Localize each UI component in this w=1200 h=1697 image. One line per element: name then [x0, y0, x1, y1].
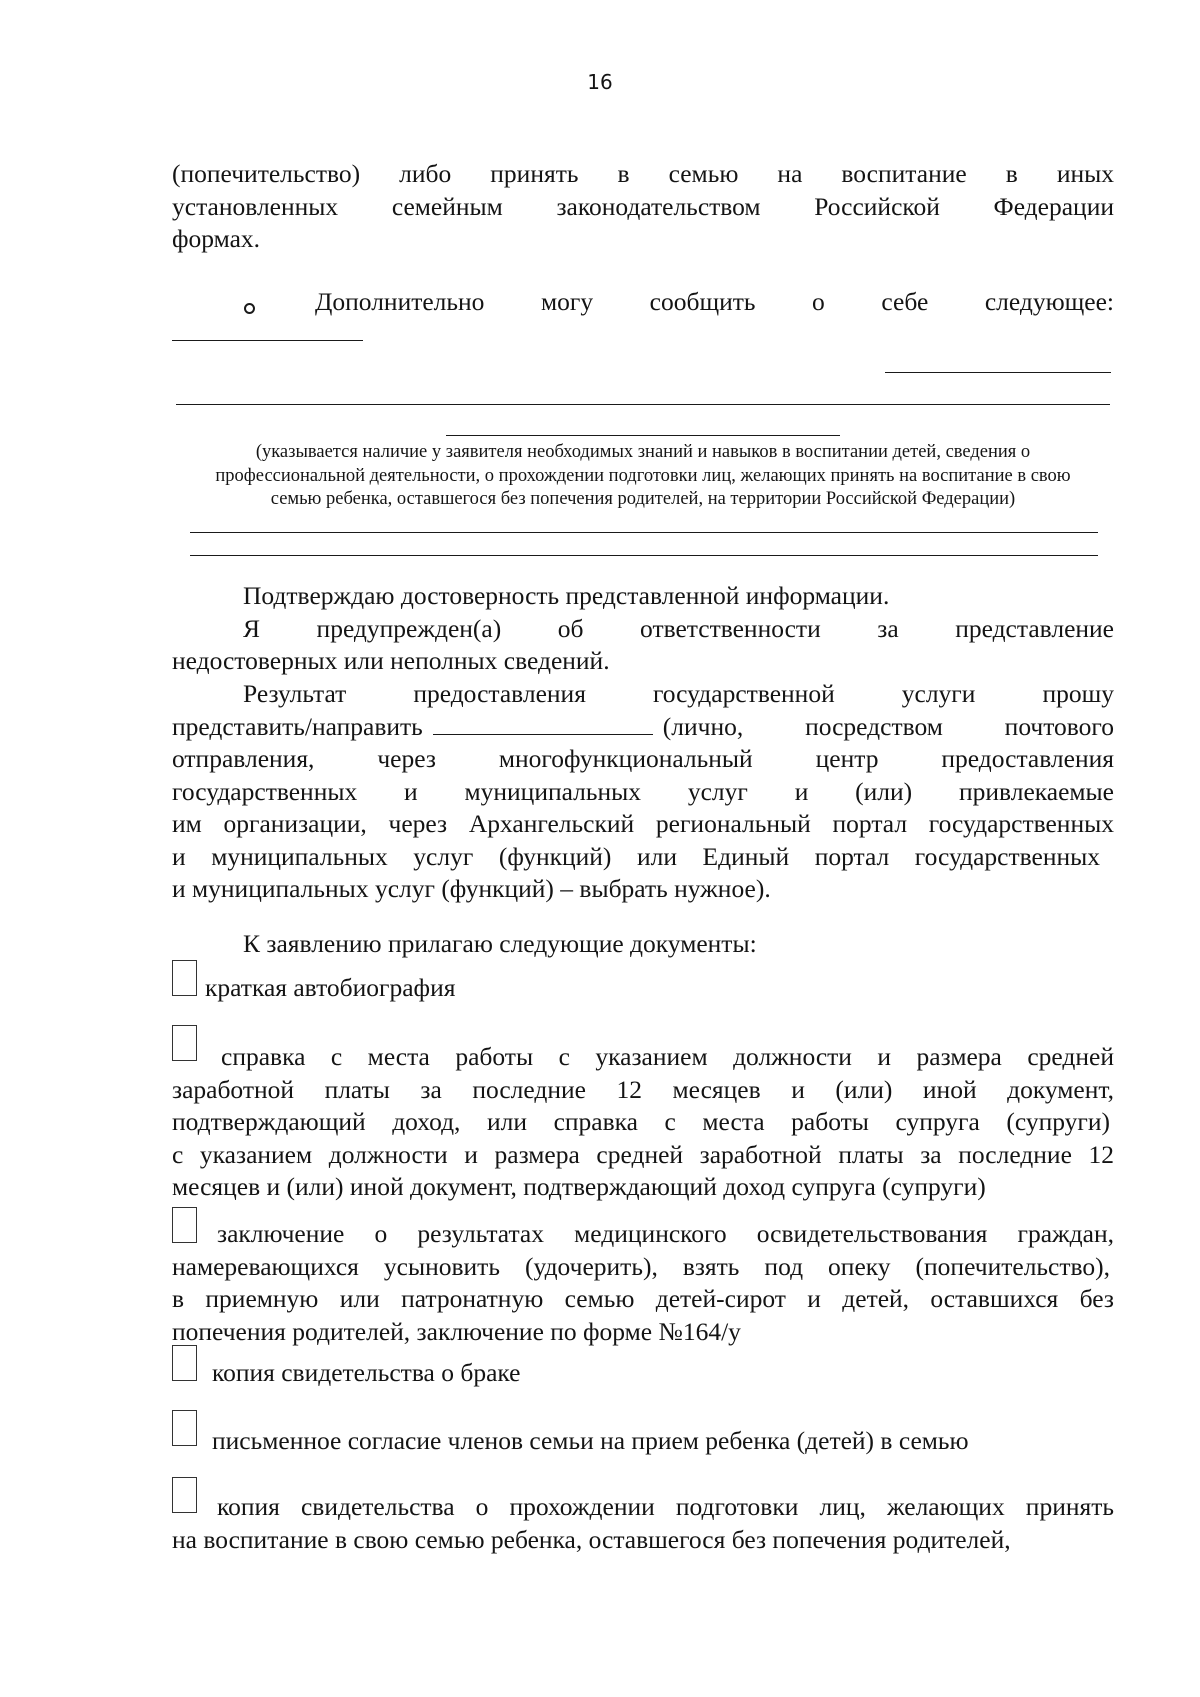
training-line-2: на воспитание в свою семью ребенка, оставшегося без попечения родителей, — [172, 1524, 1011, 1554]
confirm-line-1: Подтверждаю достоверность представленной информации. — [243, 581, 890, 610]
hint-line-3: семью ребенка, оставшегося без попечения родителей, на территории Российской Федерации) — [270, 489, 1016, 509]
result-paragraph — [172, 678, 1114, 906]
delivery-method-blank[interactable] — [433, 712, 653, 735]
attachment-income — [172, 1041, 1114, 1204]
additional-info-label — [315, 286, 1114, 319]
result-line-1: Результат предоставления государственной услуги прошу — [243, 679, 1114, 708]
checkbox-consent[interactable] — [172, 1410, 197, 1446]
checkbox-autobiography[interactable] — [172, 960, 197, 996]
medical-line-4: попечения родителей, заключение по форме №164/у — [172, 1316, 741, 1346]
intro-paragraph — [172, 158, 1114, 256]
income-line-4: с указанием должности и размера средней заработной платы за последние 12 — [172, 1139, 1114, 1169]
result-line-3: отправления, через многофункциональный центр предоставления — [172, 744, 1114, 773]
fill-line-1[interactable] — [172, 340, 363, 341]
result-line-2b: (лично, посредством почтового — [662, 711, 1114, 741]
checkbox-marriage[interactable] — [172, 1345, 197, 1381]
result-line-2a: представить/направить — [172, 711, 423, 741]
fill-line-6[interactable] — [190, 555, 1098, 556]
attachment-autobiography: краткая автобиография — [205, 973, 456, 1002]
hint-line-2: профессиональной деятельности, о прохождении подготовки лиц, желающих принять на воспитание в свою — [215, 465, 1071, 486]
fill-line-2[interactable] — [885, 372, 1111, 373]
additional-info-text: Дополнительно могу сообщить о себе следующее: — [315, 287, 1114, 316]
fill-line-3[interactable] — [176, 404, 1110, 405]
intro-line-3: формах. — [172, 224, 261, 253]
attachment-marriage: копия свидетельства о браке — [212, 1358, 521, 1387]
fill-line-5[interactable] — [190, 532, 1098, 533]
fill-line-4[interactable] — [446, 435, 840, 436]
intro-line-2: установленных семейным законодательством Российской Федерации — [172, 191, 1114, 221]
result-line-7: и муниципальных услуг (функций) – выбрать нужное). — [172, 874, 771, 903]
intro-line-1: (попечительство) либо принять в семью на воспитание в иных — [172, 159, 1114, 188]
bullet-circle-icon — [244, 303, 255, 314]
income-line-2: заработной платы за последние 12 месяцев и (или) иной документ, — [172, 1074, 1114, 1104]
confirm-line-2: Я предупрежден(а) об ответственности за представление — [243, 613, 1114, 643]
result-line-5: им организации, через Архангельский региональный портал государственных — [172, 809, 1114, 838]
medical-line-2: намеревающихся усыновить (удочерить), взять под опеку (попечительство), — [172, 1251, 1110, 1281]
page-number: 16 — [587, 70, 613, 94]
confirm-paragraph — [172, 580, 1114, 678]
income-line-5: месяцев и (или) иной документ, подтверждающий доход супруга (супруги) — [172, 1172, 986, 1201]
attachment-medical — [172, 1218, 1114, 1348]
additional-info-hint — [172, 441, 1114, 512]
attachment-training — [172, 1491, 1114, 1556]
income-line-3: подтверждающий доход, или справка с места работы супруга (супруги) — [172, 1107, 1110, 1136]
medical-line-1: заключение о результатах медицинского освидетельствования граждан, — [217, 1219, 1114, 1248]
attachment-consent: письменное согласие членов семьи на прием ребенка (детей) в семью — [212, 1426, 969, 1455]
income-line-1: справка с места работы с указанием должности и размера средней — [221, 1042, 1114, 1071]
result-line-2 — [172, 711, 1114, 744]
result-line-6: и муниципальных услуг (функций) или Единый портал государственных — [172, 841, 1100, 871]
result-line-4: государственных и муниципальных услуг и (или) привлекаемые — [172, 776, 1114, 806]
medical-line-3: в приемную или патронатную семью детей-сирот и детей, оставшихся без — [172, 1284, 1114, 1313]
training-line-1: копия свидетельства о прохождении подготовки лиц, желающих принять — [217, 1492, 1114, 1521]
hint-line-1: (указывается наличие у заявителя необходимых знаний и навыков в воспитании детей, сведения о — [255, 442, 1031, 462]
confirm-line-3: недостоверных или неполных сведений. — [172, 646, 610, 675]
attachments-heading: К заявлению прилагаю следующие документы: — [243, 929, 757, 958]
